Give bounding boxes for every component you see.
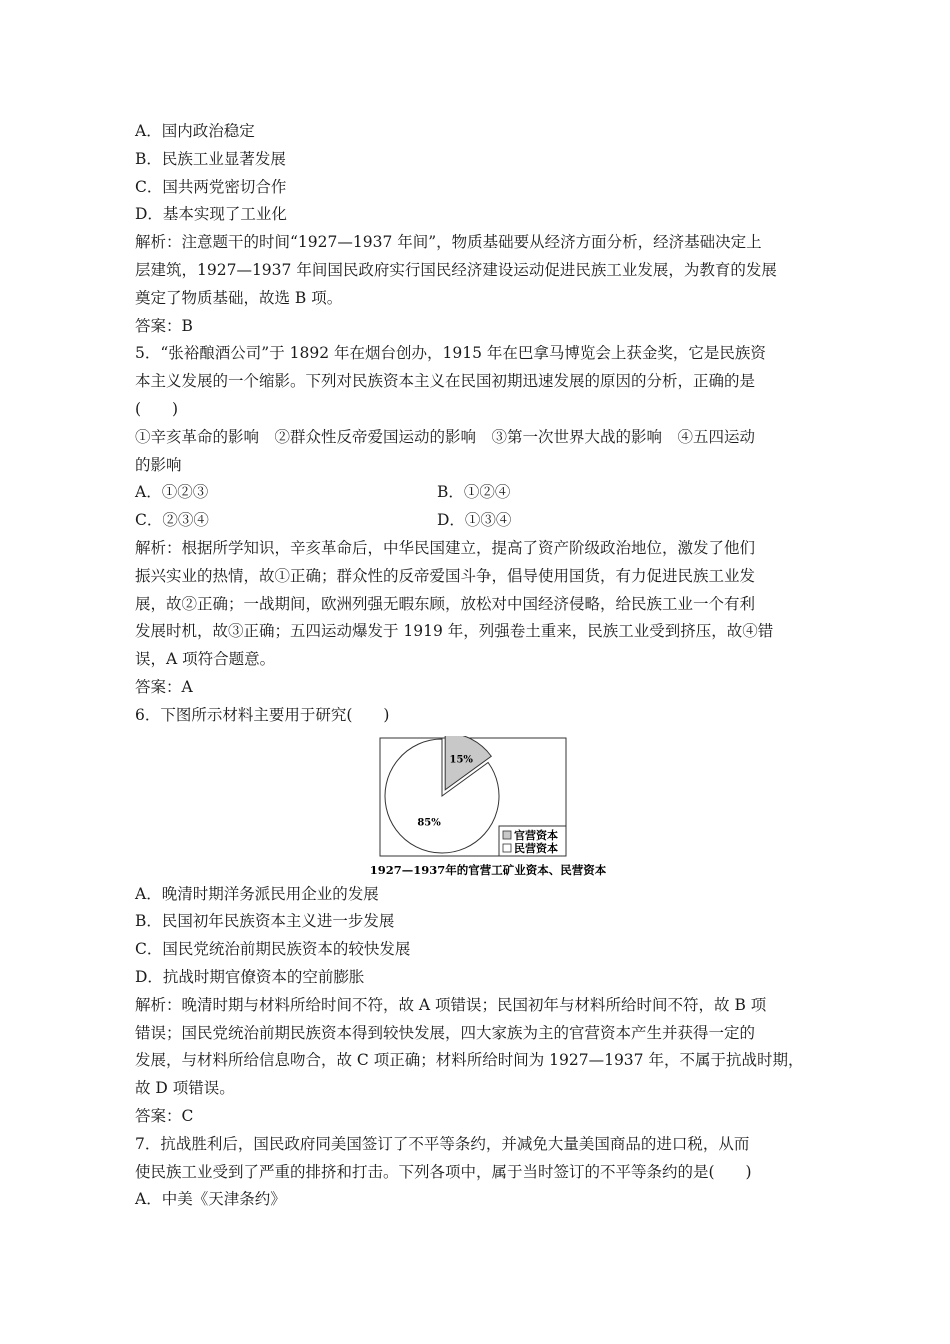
q6-option-b: B．民国初年民族资本主义进一步发展 xyxy=(135,912,395,931)
q4-option-d: D．基本实现了工业化 xyxy=(135,205,287,224)
chart-title: 1927—1937年的官营工矿业资本、民营资本 xyxy=(369,862,607,877)
q4-option-c: C．国共两党密切合作 xyxy=(135,177,287,196)
q5-analysis-line: 振兴实业的热情，故①正确；群众性的反帝爱国斗争，倡导使用国货，有力促进民族工业发 xyxy=(135,566,756,585)
q6-option-c: C．国民党统治前期民族资本的较快发展 xyxy=(135,940,411,959)
q5-items-line: ①辛亥革命的影响 ②群众性反帝爱国运动的影响 ③第一次世界大战的影响 ④五四运动 xyxy=(135,427,756,446)
q7-stem-line: 使民族工业受到了严重的排挤和打击。下列各项中，属于当时签订的不平等条约的是( ) xyxy=(135,1162,752,1181)
legend-swatch-official xyxy=(503,831,511,839)
q4-analysis-line: 解析：注意题干的时间“1927—1937 年间”，物质基础要从经济方面分析，经济基础决定上 xyxy=(135,233,762,252)
pie-chart xyxy=(350,736,610,881)
q6-analysis-line: 发展，与材料所给信息吻合，故 C 项正确；材料所给时间为 1927—1937 年，不属于抗战时期， xyxy=(135,1051,804,1070)
q5-analysis-line: 展，故②正确；一战期间，欧洲列强无暇东顾，放松对中国经济侵略，给民族工业一个有利 xyxy=(135,594,756,613)
chart-legend xyxy=(499,826,566,856)
q5-option-a: A．①②③ xyxy=(135,483,209,502)
q6-option-d: D．抗战时期官僚资本的空前膨胀 xyxy=(135,967,365,986)
q7-option-a: A．中美《天津条约》 xyxy=(135,1190,286,1209)
q4-analysis-line: 层建筑，1927—1937 年间国民政府实行国民经济建设运动促进民族工业发展，为教育的发展 xyxy=(135,260,777,279)
q6-answer: 答案：C xyxy=(135,1106,194,1125)
q6-stem: 6．下图所示材料主要用于研究( ) xyxy=(135,705,390,724)
q4-option-a: A．国内政治稳定 xyxy=(135,122,255,140)
q5-option-d: D．①③④ xyxy=(437,511,512,530)
q6-analysis-line: 错误；国民党统治前期民族资本得到较快发展，四大家族为主的官营资本产生并获得一定的 xyxy=(135,1023,756,1042)
q6-analysis-line: 故 D 项错误。 xyxy=(135,1079,235,1098)
q5-options-row-2 xyxy=(135,507,825,535)
pie-data-label: 85% xyxy=(417,816,441,828)
legend-label-private: 民营资本 xyxy=(514,841,558,855)
q5-analysis-line: 解析：根据所学知识，辛亥革命后，中华民国建立，提高了资产阶级政治地位，激发了他们 xyxy=(135,538,756,557)
q4-answer: 答案：B xyxy=(135,316,193,335)
q5-stem-line: 5．“张裕酿酒公司”于 1892 年在烟台创办，1915 年在巴拿马博览会上获金奖，它是民族资 xyxy=(135,344,766,363)
q5-answer: 答案：A xyxy=(135,677,193,696)
legend-swatch-private xyxy=(503,844,511,852)
pie-data-label: 15% xyxy=(449,753,473,765)
q7-stem-line: 7．抗战胜利后，国民政府同美国签订了不平等条约，并减免大量美国商品的进口税，从而 xyxy=(135,1134,750,1153)
q6-option-a: A．晚清时期洋务派民用企业的发展 xyxy=(135,884,379,903)
q5-stem-line: 本主义发展的一个缩影。下列对民族资本主义在民国初期迅速发展的原因的分析，正确的是 xyxy=(135,372,756,391)
q5-options-row-1 xyxy=(135,479,825,507)
q6-analysis-line: 解析：晚清时期与材料所给时间不符，故 A 项错误；民国初年与材料所给时间不符，故 B 项 xyxy=(135,995,767,1014)
pie-chart-figure xyxy=(135,736,825,881)
q5-option-b: B．①②④ xyxy=(437,483,511,502)
q5-items-line: 的影响 xyxy=(135,455,182,474)
q4-option-b: B．民族工业显著发展 xyxy=(135,149,286,168)
legend-label-official: 官营资本 xyxy=(514,828,558,842)
document-page xyxy=(135,118,825,1214)
q4-analysis-line: 奠定了物质基础，故选 B 项。 xyxy=(135,288,343,307)
q5-analysis-line: 误，A 项符合题意。 xyxy=(135,650,276,669)
q5-option-c: C．②③④ xyxy=(135,511,209,530)
q5-stem-line: ( ) xyxy=(135,399,179,418)
q5-analysis-line: 发展时机，故③正确；五四运动爆发于 1919 年，列强卷土重来，民族工业受到挤压，故④错 xyxy=(135,622,774,641)
